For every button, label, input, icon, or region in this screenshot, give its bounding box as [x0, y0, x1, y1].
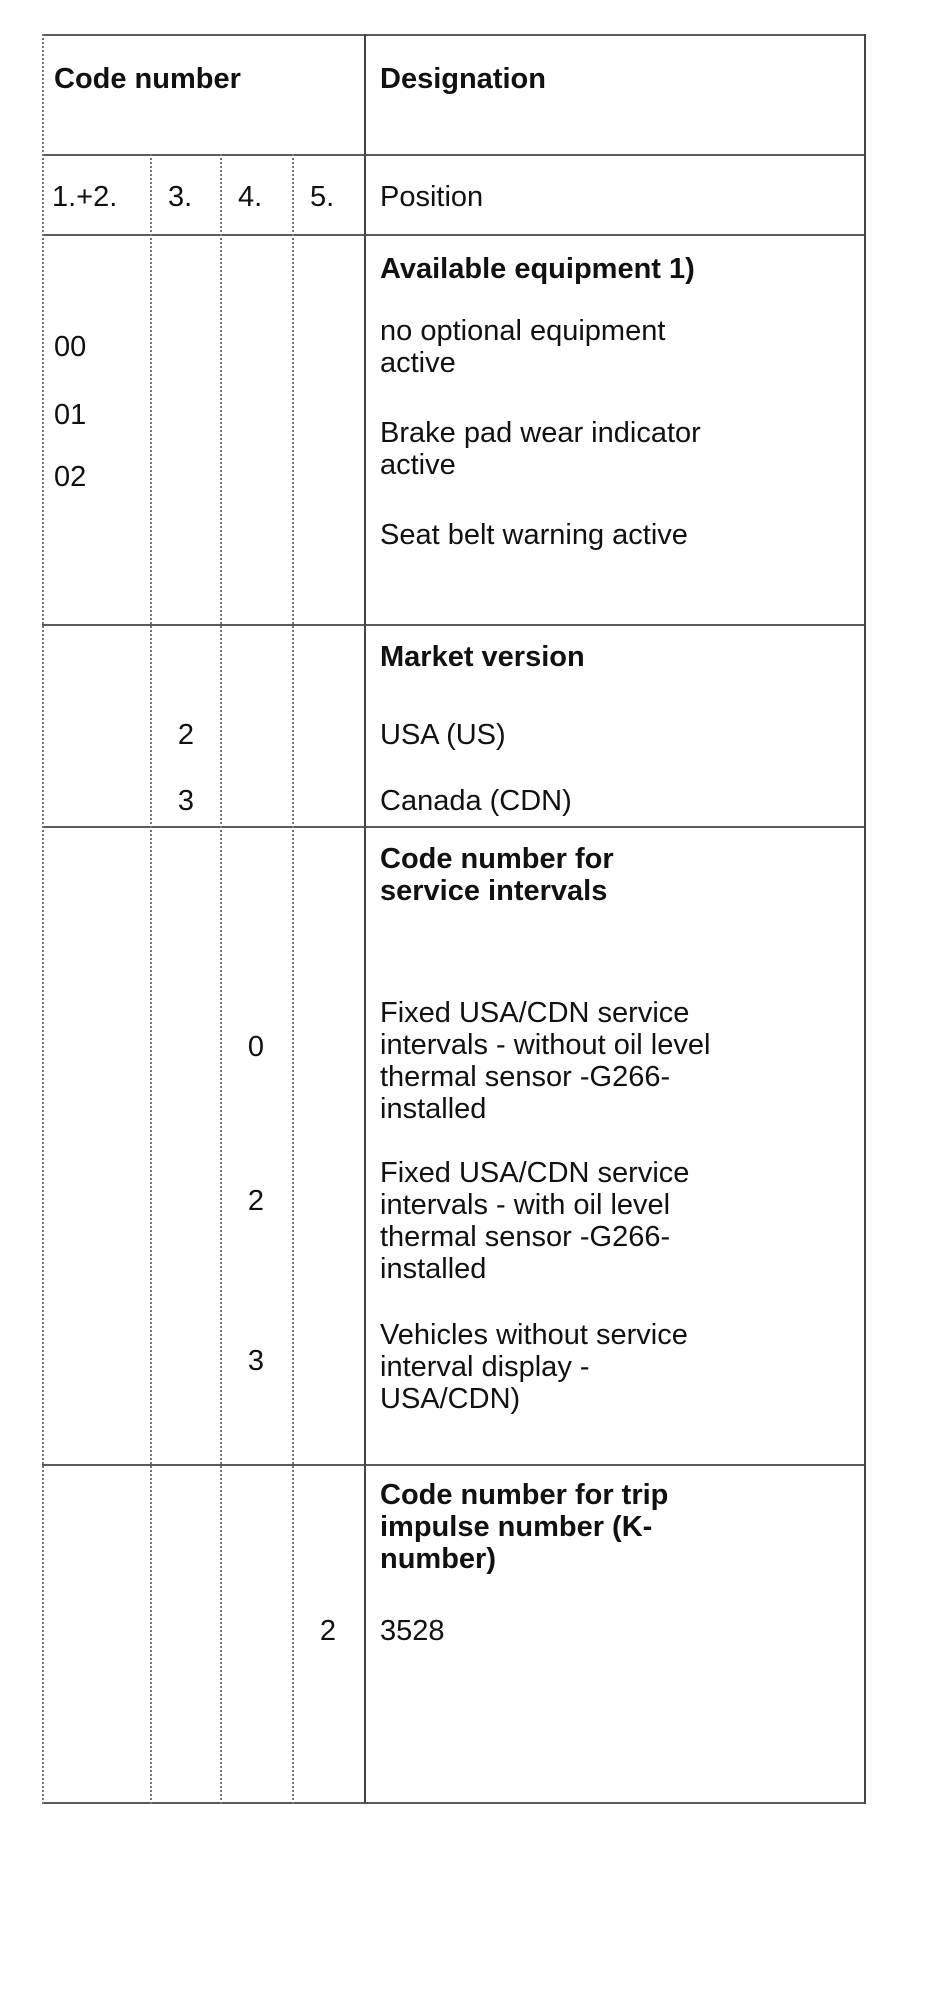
- header-designation: Designation: [380, 63, 546, 95]
- code-value: 01: [54, 399, 87, 431]
- column-divider: [220, 154, 222, 1804]
- code-value: 2: [177, 719, 195, 751]
- designation-line: thermal sensor -G266-: [380, 1061, 671, 1093]
- row-divider: [42, 1464, 866, 1466]
- code-value: 3: [177, 785, 195, 817]
- designation-line: Fixed USA/CDN service: [380, 997, 690, 1029]
- designation-line: active: [380, 449, 456, 481]
- section-title-available-equipment: Available equipment 1): [380, 253, 695, 285]
- table-border-bottom: [42, 1802, 866, 1804]
- code-value: 0: [247, 1031, 265, 1063]
- designation-line: Brake pad wear indicator: [380, 417, 701, 449]
- designation-line: thermal sensor -G266-: [380, 1221, 671, 1253]
- designation-line: intervals - with oil level: [380, 1189, 671, 1221]
- code-value: 02: [54, 461, 87, 493]
- designation-line: USA (US): [380, 719, 506, 751]
- subheader-col-4: 4.: [238, 181, 263, 213]
- table-border-right: [864, 34, 866, 1804]
- subheader-col-1-2: 1.+2.: [52, 181, 118, 213]
- designation-line: intervals - without oil level: [380, 1029, 711, 1061]
- column-divider: [150, 154, 152, 1804]
- section-title-service-intervals: service intervals: [380, 875, 608, 907]
- designation-line: installed: [380, 1093, 487, 1125]
- row-divider: [42, 234, 866, 236]
- header-code-number: Code number: [54, 63, 241, 95]
- section-title-service-intervals: Code number for: [380, 843, 614, 875]
- designation-line: installed: [380, 1253, 487, 1285]
- row-divider: [42, 624, 866, 626]
- designation-line: Seat belt warning active: [380, 519, 688, 551]
- designation-line: no optional equipment: [380, 315, 666, 347]
- table-border-top: [42, 34, 866, 36]
- code-value: 2: [247, 1185, 265, 1217]
- code-value: 00: [54, 331, 87, 363]
- subheader-col-3: 3.: [168, 181, 193, 213]
- designation-line: USA/CDN): [380, 1383, 521, 1415]
- column-divider: [292, 154, 294, 1804]
- code-value: 3: [247, 1345, 265, 1377]
- coding-table: [42, 34, 866, 1804]
- row-divider: [42, 154, 866, 156]
- designation-line: 3528: [380, 1615, 445, 1647]
- section-title-trip-impulse: number): [380, 1543, 496, 1575]
- subheader-position: Position: [380, 181, 484, 213]
- designation-line: Vehicles without service: [380, 1319, 688, 1351]
- column-divider-main: [364, 34, 366, 1804]
- row-divider: [42, 826, 866, 828]
- table-border-left: [42, 34, 44, 1804]
- section-title-trip-impulse: impulse number (K-: [380, 1511, 653, 1543]
- code-value: 2: [319, 1615, 337, 1647]
- section-title-market-version: Market version: [380, 641, 585, 673]
- designation-line: active: [380, 347, 456, 379]
- designation-line: Canada (CDN): [380, 785, 572, 817]
- designation-line: Fixed USA/CDN service: [380, 1157, 690, 1189]
- subheader-col-5: 5.: [310, 181, 335, 213]
- section-title-trip-impulse: Code number for trip: [380, 1479, 669, 1511]
- designation-line: interval display -: [380, 1351, 590, 1383]
